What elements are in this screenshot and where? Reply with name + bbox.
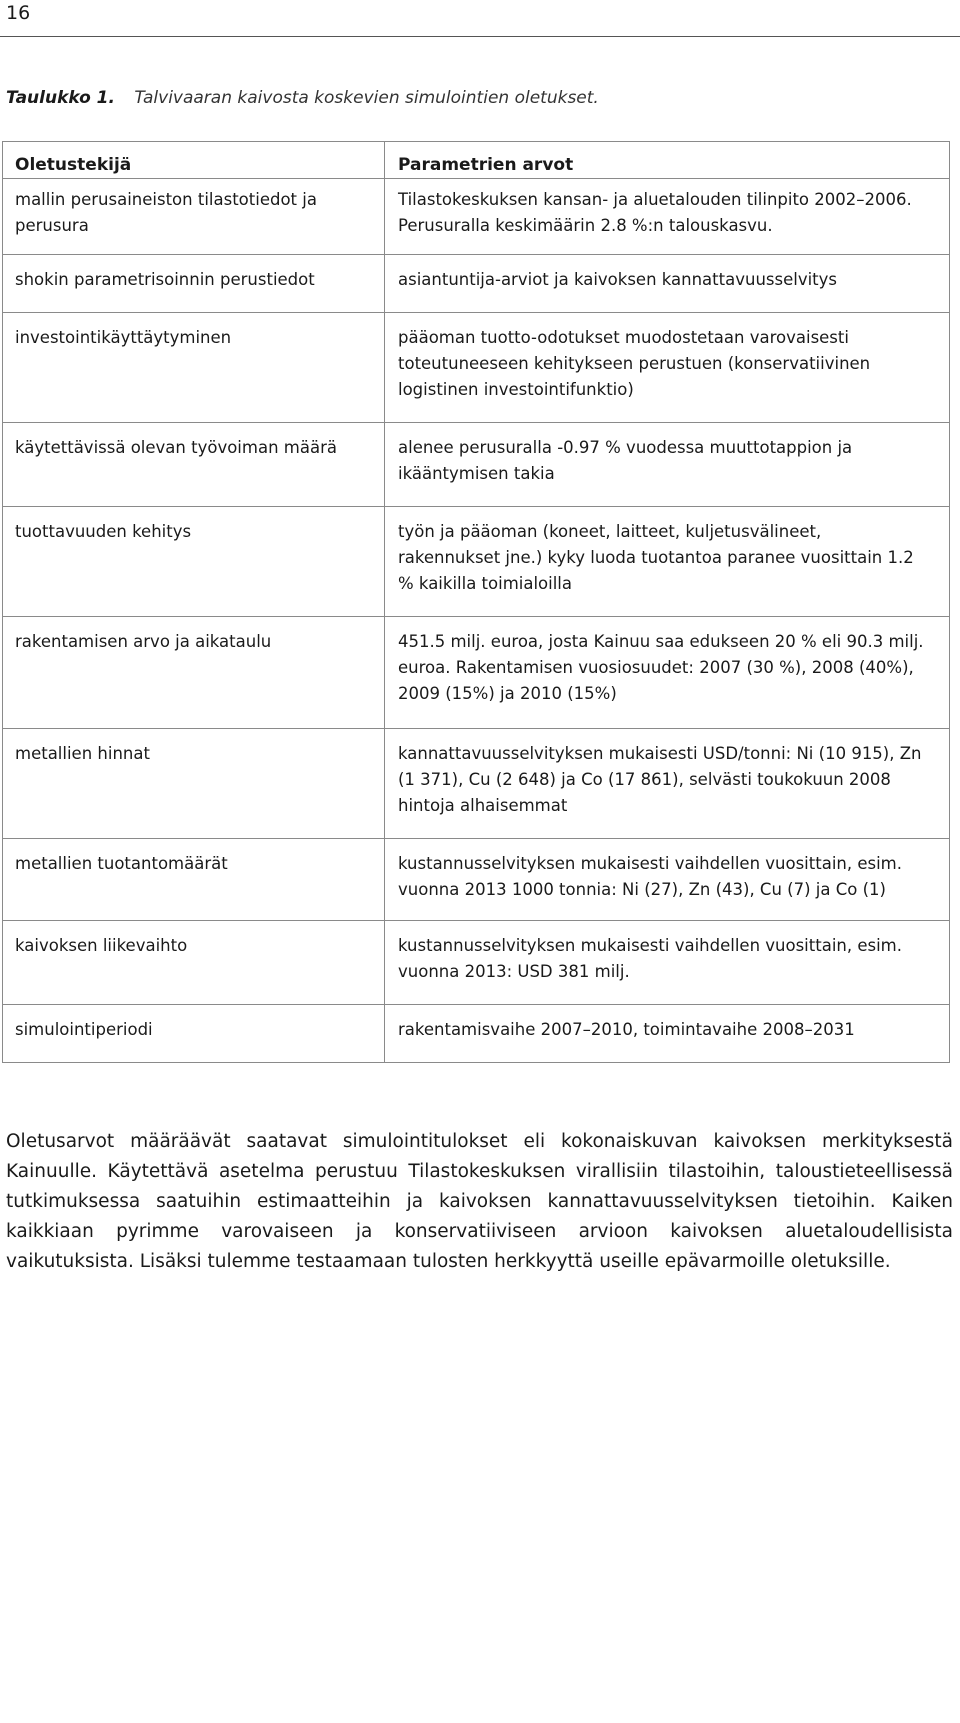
caption-label: Taulukko 1. <box>6 88 115 108</box>
page-number: 16 <box>6 2 31 24</box>
header-values: Parametrien arvot <box>385 142 950 179</box>
row-value: Tilastokeskuksen kansan- ja aluetalouden tilinpito 2002–2006. Perusuralla keskimäärin 2.8 %:n talouskasvu. <box>385 179 950 255</box>
table-row <box>3 507 950 617</box>
caption-text: Talvivaaran kaivosta koskevien simulointien oletukset. <box>134 88 599 108</box>
table-row <box>3 313 950 423</box>
row-key: rakentamisen arvo ja aikataulu <box>3 617 385 729</box>
table-row <box>3 729 950 839</box>
row-key: metallien tuotantomäärät <box>3 839 385 921</box>
row-value: alenee perusuralla -0.97 % vuodessa muuttotappion ja ikääntymisen takia <box>385 423 950 507</box>
row-key: käytettävissä olevan työvoiman määrä <box>3 423 385 507</box>
row-value: pääoman tuotto-odotukset muodostetaan varovaisesti toteutuneeseen kehitykseen perustuen (konservatiivinen logistinen investointifunktio) <box>385 313 950 423</box>
table-header-row <box>3 142 950 179</box>
table-row <box>3 179 950 255</box>
table-caption <box>6 88 599 108</box>
table-row <box>3 1005 950 1063</box>
row-key: metallien hinnat <box>3 729 385 839</box>
body-paragraph: Oletusarvot määräävät saatavat simulointitulokset eli kokonaiskuvan kaivoksen merkityksestä Kainuulle. Käytettävä asetelma perustuu Tilastokeskuksen virallisiin tilastoihin, taloustieteellisessä tutkimuksessa saatuihin estimaatteihin ja kaivoksen kannattavuusselvityksen tietoihin. Kaiken kaikkiaan pyrimme varovaiseen ja konservatiiviseen arvioon kaivoksen aluetaloudellisista vaikutuksista. Lisäksi tulemme testaamaan tulosten herkkyyttä useille epävarmoille oletuksille. <box>6 1131 953 1272</box>
header-factor: Oletustekijä <box>3 142 385 179</box>
row-key: simulointiperiodi <box>3 1005 385 1063</box>
row-value: 451.5 milj. euroa, josta Kainuu saa edukseen 20 % eli 90.3 milj. euroa. Rakentamisen vuosiosuudet: 2007 (30 %), 2008 (40%), 2009 (15%) ja 2010 (15%) <box>385 617 950 729</box>
row-key: kaivoksen liikevaihto <box>3 921 385 1005</box>
table-row <box>3 839 950 921</box>
row-key: investointikäyttäytyminen <box>3 313 385 423</box>
row-key: shokin parametrisoinnin perustiedot <box>3 255 385 313</box>
row-value: kustannusselvityksen mukaisesti vaihdellen vuosittain, esim. vuonna 2013 1000 tonnia: Ni (27), Zn (43), Cu (7) ja Co (1) <box>385 839 950 921</box>
row-value: kannattavuusselvityksen mukaisesti USD/tonni: Ni (10 915), Zn (1 371), Cu (2 648) ja Co (17 861), selvästi toukokuun 2008 hintoja alhaisemmat <box>385 729 950 839</box>
assumptions-table <box>2 141 950 1063</box>
row-value: rakentamisvaihe 2007–2010, toimintavaihe 2008–2031 <box>385 1005 950 1063</box>
row-value: asiantuntija-arviot ja kaivoksen kannattavuusselvitys <box>385 255 950 313</box>
table-row <box>3 255 950 313</box>
row-key: mallin perusaineiston tilastotiedot ja perusura <box>3 179 385 255</box>
row-value: kustannusselvityksen mukaisesti vaihdellen vuosittain, esim. vuonna 2013: USD 381 milj. <box>385 921 950 1005</box>
table-row <box>3 921 950 1005</box>
row-key: tuottavuuden kehitys <box>3 507 385 617</box>
header-rule <box>0 36 960 37</box>
table-row <box>3 423 950 507</box>
table-row <box>3 617 950 729</box>
row-value: työn ja pääoman (koneet, laitteet, kuljetusvälineet, rakennukset jne.) kyky luoda tuotantoa paranee vuosittain 1.2 % kaikilla toimialoilla <box>385 507 950 617</box>
